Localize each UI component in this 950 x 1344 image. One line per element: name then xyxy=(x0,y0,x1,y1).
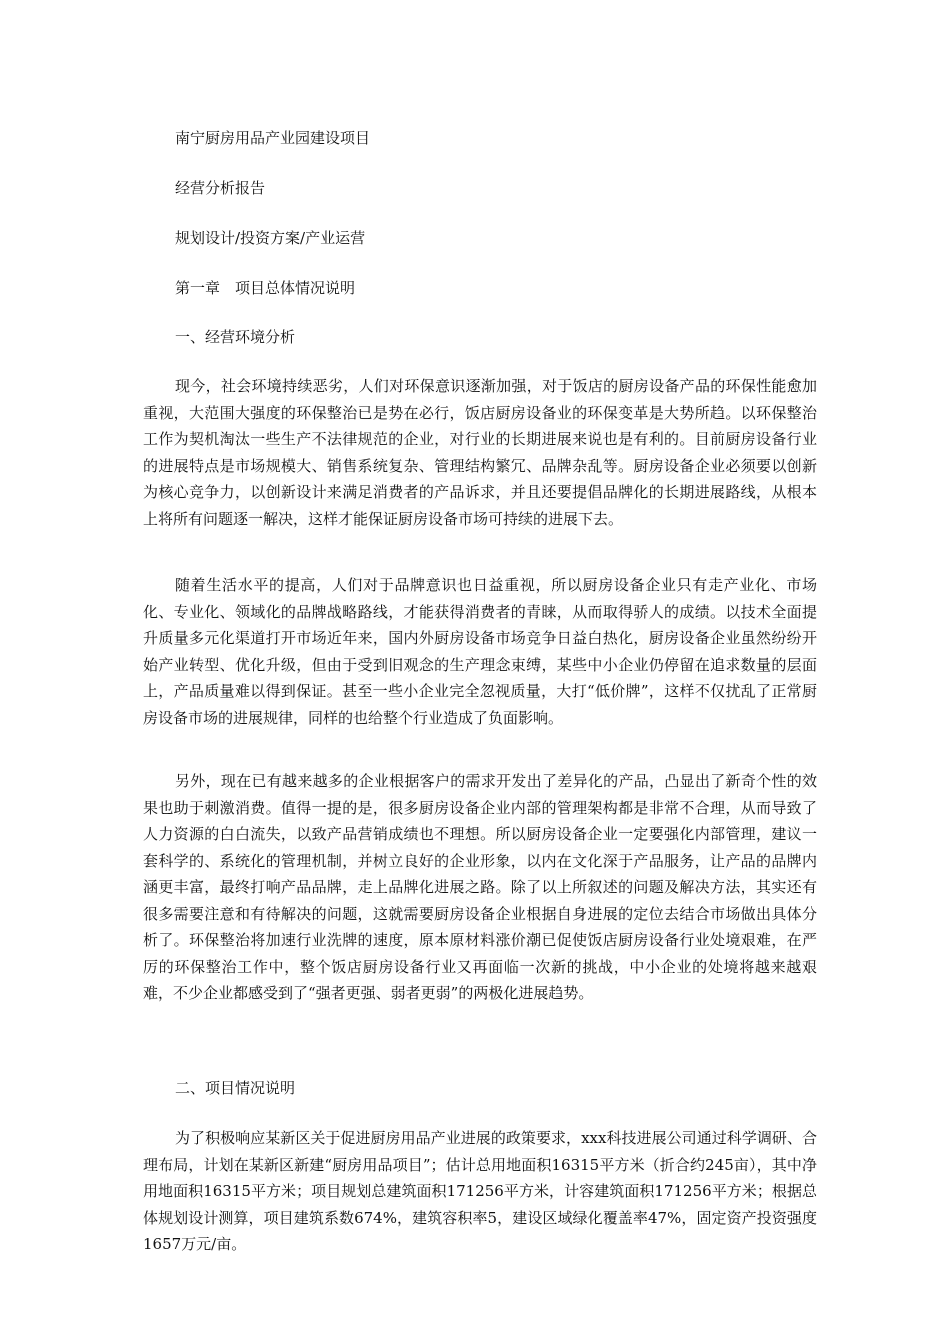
section-heading: 二、项目情况说明 xyxy=(175,1079,296,1097)
chapter-heading: 第一章 项目总体情况说明 xyxy=(175,279,356,297)
document-subtitle: 经营分析报告 xyxy=(175,179,266,197)
document-tagline: 规划设计/投资方案/产业运营 xyxy=(175,229,366,247)
document-title: 南宁厨房用品产业园建设项目 xyxy=(175,129,371,147)
paragraph: 随着生活水平的提高，人们对于品牌意识也日益重视，所以厨房设备企业只有走产业化、市场化、专业化、领域化的品牌战略路线，才能获得消费者的青睐，从而取得骄人的成绩。以技术全面提升质量多元化渠道打开市场近年来，国内外厨房设备市场竞争日益白热化，厨房设备企业虽然纷纷开始产业转型、优化升级，但由于受到旧观念的生产理念束缚，某些中小企业仍停留在追求数量的层面上，产品质量难以得到保证。甚至一些小企业完全忽视质量，大打“低价牌”，这样不仅扰乱了正常厨房设备市场的进展规律，同样的也给整个行业造成了负面影响。 xyxy=(143,576,817,727)
section-heading: 一、经营环境分析 xyxy=(175,328,296,346)
paragraph: 为了积极响应某新区关于促进厨房用品产业进展的政策要求，xxx科技进展公司通过科学调研、合理布局，计划在某新区新建“厨房用品项目”；估计总用地面积16315平方米（折合约245亩），其中净用地面积16315平方米；项目规划总建筑面积171256平方米，计容建筑面积171256平方米；根据总体规划设计测算，项目建筑系数674%，建筑容积率5，建设区域绿化覆盖率47%，固定资产投资强度1657万元/亩。 xyxy=(143,1129,817,1253)
paragraph: 现今，社会环境持续恶劣，人们对环保意识逐渐加强，对于饭店的厨房设备产品的环保性能愈加重视，大范围大强度的环保整治已是势在必行，饭店厨房设备业的环保变革是大势所趋。以环保整治工作为契机淘汰一些生产不法律规范的企业，对行业的长期进展来说也是有利的。目前厨房设备行业的进展特点是市场规模大、销售系统复杂、管理结构繁冗、品牌杂乱等。厨房设备企业必须要以创新为核心竞争力，以创新设计来满足消费者的产品诉求，并且还要提倡品牌化的长期进展路线，从根本上将所有问题逐一解决，这样才能保证厨房设备市场可持续的进展下去。 xyxy=(143,377,817,528)
paragraph: 另外，现在已有越来越多的企业根据客户的需求开发出了差异化的产品，凸显出了新奇个性的效果也助于刺激消费。值得一提的是，很多厨房设备企业内部的管理架构都是非常不合理，从而导致了人力资源的白白流失，以致产品营销成绩也不理想。所以厨房设备企业一定要强化内部管理，建议一套科学的、系统化的管理机制，并树立良好的企业形象，以内在文化深于产品服务，让产品的品牌内涵更丰富，最终打响产品品牌，走上品牌化进展之路。除了以上所叙述的问题及解决方法，其实还有很多需要注意和有待解决的问题，这就需要厨房设备企业根据自身进展的定位去结合市场做出具体分析了。环保整治将加速行业洗牌的速度，原本原材料涨价潮已促使饭店厨房设备行业处境艰难，在严厉的环保整治工作中，整个饭店厨房设备行业又再面临一次新的挑战，中小企业的处境将越来越艰难，不少企业都感受到了“强者更强、弱者更弱”的两极化进展趋势。 xyxy=(143,772,817,1002)
